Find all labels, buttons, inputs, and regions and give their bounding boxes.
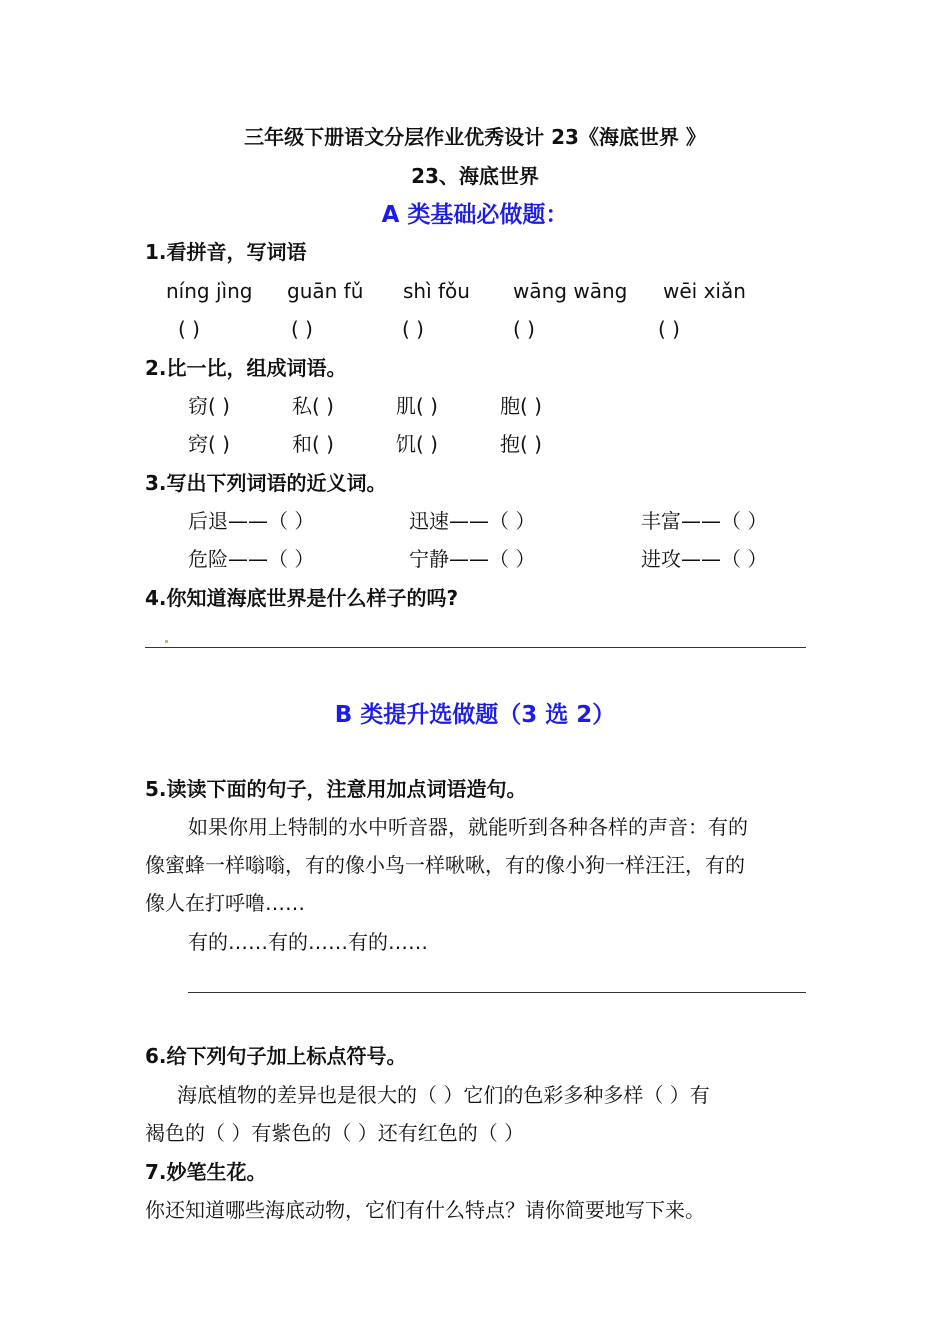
- char-item[interactable]: 饥( ): [396, 432, 438, 456]
- q1-title: 1.看拼音，写词语: [145, 240, 307, 264]
- char-item[interactable]: 私( ): [292, 394, 334, 418]
- q5-passage-line-3: 像人在打呼噜……: [145, 891, 305, 915]
- char-item[interactable]: 和( ): [292, 432, 334, 456]
- synonym-item[interactable]: 进攻——（ ）: [641, 547, 768, 571]
- q6-title: 6.给下列句子加上标点符号。: [145, 1044, 407, 1068]
- answer-blank[interactable]: ( ): [402, 317, 424, 341]
- synonym-item[interactable]: 迅速——（ ）: [409, 509, 536, 533]
- answer-blank[interactable]: ( ): [513, 317, 535, 341]
- q4-title: 4.你知道海底世界是什么样子的吗?: [145, 586, 459, 610]
- section-a-heading: A 类基础必做题：: [381, 202, 569, 228]
- q6-sentence-line-1[interactable]: 海底植物的差异也是很大的（ ）它们的色彩多种多样（ ）有: [177, 1083, 710, 1107]
- q2-title: 2.比一比，组成词语。: [145, 356, 347, 380]
- q5-title: 5.读读下面的句子，注意用加点词语造句。: [145, 777, 527, 801]
- q7-title: 7.妙笔生花。: [145, 1160, 267, 1184]
- synonym-item[interactable]: 后退——（ ）: [188, 509, 315, 533]
- lesson-title: 23、海底世界: [411, 164, 539, 188]
- synonym-item[interactable]: 丰富——（ ）: [641, 509, 768, 533]
- q5-passage-line-2: 像蜜蜂一样嗡嗡，有的像小鸟一样啾啾，有的像小狗一样汪汪，有的: [145, 853, 745, 877]
- answer-blank[interactable]: ( ): [291, 317, 313, 341]
- q6-sentence-line-2[interactable]: 褐色的（ ）有紫色的（ ）还有红色的（ ）: [145, 1121, 525, 1145]
- pinyin-item: guān fǔ: [287, 279, 364, 303]
- answer-blank[interactable]: ( ): [658, 317, 680, 341]
- q4-answer-line[interactable]: [145, 647, 806, 648]
- pinyin-item: níng jìng: [166, 279, 253, 303]
- char-item[interactable]: 窃( ): [188, 394, 230, 418]
- document-title: 三年级下册语文分层作业优秀设计 23《海底世界 》: [244, 125, 706, 149]
- synonym-item[interactable]: 危险——（ ）: [188, 547, 315, 571]
- char-item[interactable]: 窍( ): [188, 432, 230, 456]
- pinyin-item: wēi xiǎn: [663, 279, 746, 303]
- q7-prompt: 你还知道哪些海底动物，它们有什么特点？请你简要地写下来。: [145, 1198, 705, 1222]
- q5-passage-line-1: 如果你用上特制的水中听音器，就能听到各种各样的声音：有的: [188, 815, 748, 839]
- char-item[interactable]: 抱( ): [500, 432, 542, 456]
- char-item[interactable]: 肌( ): [396, 394, 438, 418]
- q5-pattern: 有的……有的……有的……: [188, 930, 428, 954]
- char-item[interactable]: 胞( ): [500, 394, 542, 418]
- mark-dot: [165, 640, 168, 643]
- q3-title: 3.写出下列词语的近义词。: [145, 471, 387, 495]
- section-b-heading: B 类提升选做题（3 选 2）: [334, 702, 616, 728]
- q5-answer-line[interactable]: [188, 992, 806, 993]
- synonym-item[interactable]: 宁静——（ ）: [409, 547, 536, 571]
- answer-blank[interactable]: ( ): [178, 317, 200, 341]
- pinyin-item: shì fǒu: [403, 279, 470, 303]
- pinyin-item: wāng wāng: [513, 279, 628, 303]
